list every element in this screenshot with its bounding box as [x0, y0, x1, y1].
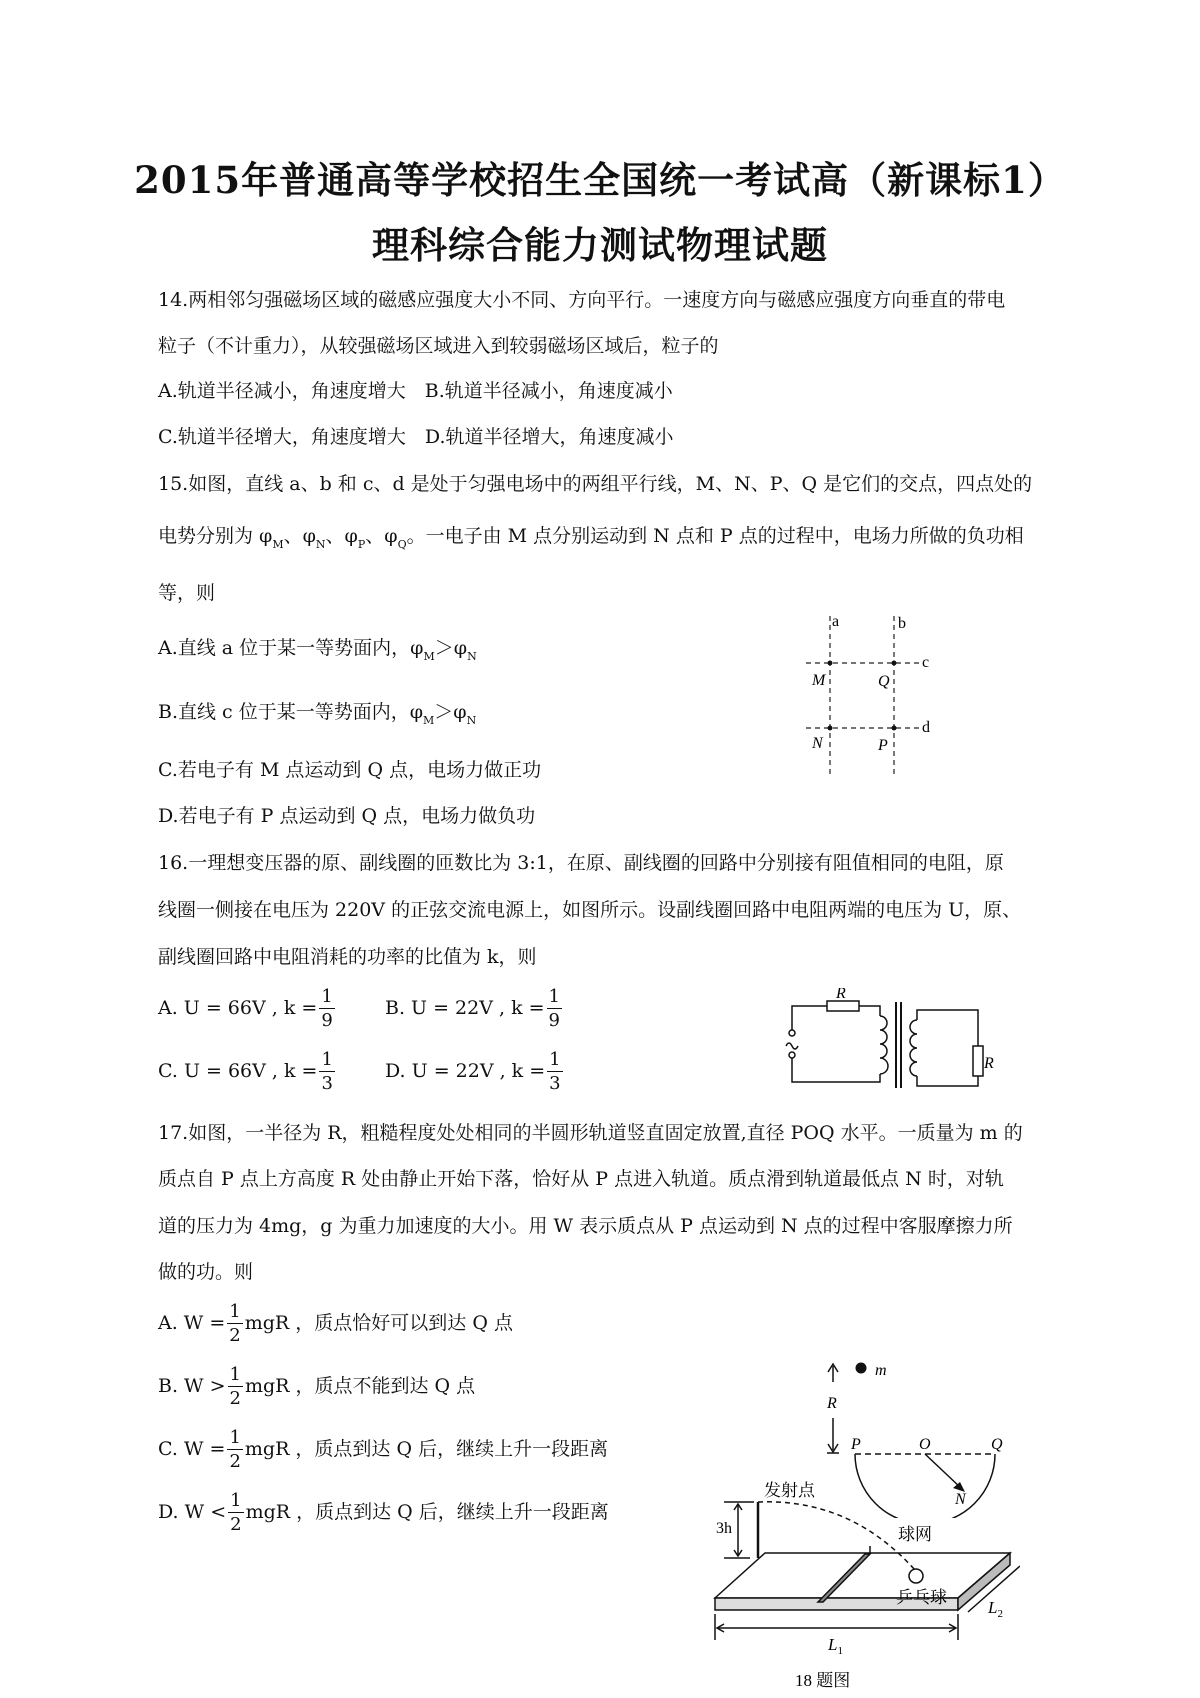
label-3h: 3h [716, 1520, 732, 1537]
ac-source-icon [786, 1043, 798, 1049]
q16-option-c: C. U = 66V , k = $\frac{1}{3}$ [158, 1049, 333, 1094]
q15-option-c: C.若电子有 M 点运动到 Q 点，电场力做正功 [158, 759, 542, 781]
q14-options-row2: C.轨道半径增大，角速度增大 D.轨道半径增大，角速度减小 [158, 426, 674, 448]
q15-figure [790, 608, 950, 778]
q17-stem-4: 做的功。则 [158, 1261, 254, 1283]
page-subtitle: 理科综合能力测试物理试题 [372, 223, 828, 267]
label-l1: $L_1$ [828, 1635, 843, 1657]
label-p: P [851, 1436, 861, 1453]
q16-option-a: A. U = 66V , k = $\frac{1}{9}$ [158, 986, 333, 1031]
label-net: 球网 [898, 1525, 932, 1544]
q16-stem-2: 线圈一侧接在电压为 220V 的正弦交流电源上，如图所示。设副线圈回路中电阻两端的电压为 U，原、 [158, 899, 1022, 921]
q18-figure [680, 1478, 1020, 1698]
label-n: N [955, 1491, 966, 1508]
secondary-coil [910, 1020, 917, 1076]
label-q: Q [991, 1436, 1003, 1453]
primary-coil [880, 1016, 888, 1074]
primary-resistor [827, 1001, 859, 1011]
q14-options-row1: A.轨道半径减小，角速度增大 B.轨道半径减小，角速度减小 [158, 380, 673, 402]
q16-stem-1: 16.一理想变压器的原、副线圈的匝数比为 3:1，在原、副线圈的回路中分别接有阻值相同的电阻，原 [158, 852, 1004, 874]
point-p [892, 726, 897, 731]
q17-option-a: A. W = $\frac{1}{2}$ mgR ，质点恰好可以到达 Q 点 [158, 1301, 513, 1346]
secondary-resistor [973, 1046, 983, 1076]
q14-stem-2: 粒子（不计重力），从较强磁场区域进入到较弱磁场区域后，粒子的 [158, 335, 719, 357]
q17-stem-2: 质点自 P 点上方高度 R 处由静止开始下落，恰好从 P 点进入轨道。质点滑到轨道最低点 N 时，对轨 [158, 1168, 1004, 1190]
q17-stem-3: 道的压力为 4mg，g 为重力加速度的大小。用 W 表示质点从 P 点运动到 N 点的过程中客服摩擦力所 [158, 1215, 1013, 1237]
q16-figure [770, 988, 1000, 1098]
figure-caption: 18 题图 [795, 1671, 851, 1690]
label-p: P [878, 737, 888, 754]
point-m [828, 661, 833, 666]
label-d: d [922, 719, 930, 736]
label-l2: $L_2$ [988, 1598, 1003, 1620]
q15-stem-1: 15.如图，直线 a、b 和 c、d 是处于匀强电场中的两组平行线，M、N、P、Q 是它们的交点，四点处的 [158, 473, 1033, 495]
label-n: N [812, 735, 823, 752]
label-c: c [922, 654, 930, 671]
q16-stem-3: 副线圈回路中电阻消耗的功率的比值为 k，则 [158, 946, 537, 968]
point-q [892, 661, 897, 666]
q17-stem-1: 17.如图，一半径为 R，粗糙程度处处相同的半圆形轨道竖直固定放置,直径 POQ 水平。一质量为 m 的 [158, 1122, 1023, 1144]
label-b: b [898, 615, 906, 632]
q15-option-b: B.直线 c 位于某一等势面内，$\varphi_M>\varphi_N$ [158, 701, 477, 727]
page-title: 2015年普通高等学校招生全国统一考试高（新课标1） [134, 158, 1066, 202]
point-n [828, 726, 833, 731]
label-a: a [832, 613, 840, 630]
label-r2: R [984, 1055, 994, 1072]
label-r: R [827, 1395, 837, 1412]
q15-stem-3: 等，则 [158, 582, 216, 604]
label-r1: R [836, 988, 846, 1002]
q16-option-b: B. U = 22V , k = $\frac{1}{9}$ [385, 986, 560, 1031]
label-launch: 发射点 [764, 1481, 815, 1500]
q17-option-d: D. W < $\frac{1}{2}$ mgR ，质点到达 Q 后，继续上升一段距离 [158, 1490, 609, 1535]
mass-point [856, 1363, 867, 1374]
label-m: M [812, 672, 826, 689]
q17-option-c: C. W = $\frac{1}{2}$ mgR ，质点到达 Q 后，继续上升一段距离 [158, 1427, 609, 1472]
label-q: Q [878, 673, 890, 690]
ball [909, 1569, 923, 1583]
q16-option-d: D. U = 22V , k = $\frac{1}{3}$ [385, 1049, 561, 1094]
label-ball: 乒乓球 [896, 1588, 947, 1607]
label-o: O [919, 1436, 931, 1453]
q15-option-a: A.直线 a 位于某一等势面内，$\varphi_M>\varphi_N$ [158, 637, 477, 663]
label-m: m [875, 1362, 887, 1379]
q15-option-d: D.若电子有 P 点运动到 Q 点，电场力做负功 [158, 805, 536, 827]
q17-option-b: B. W > $\frac{1}{2}$ mgR ，质点不能到达 Q 点 [158, 1364, 476, 1409]
q15-stem-2: 电势分别为 $\varphi_M$、$\varphi_N$、$\varphi_P$、$\varphi_Q$。一电子由 M 点分别运动到 N 点和 P 点的过程中，电场力所做的负功相 [158, 525, 1024, 551]
q14-stem-1: 14.两相邻匀强磁场区域的磁感应强度大小不同、方向平行。一速度方向与磁感应强度方向垂直的带电 [158, 289, 1006, 311]
